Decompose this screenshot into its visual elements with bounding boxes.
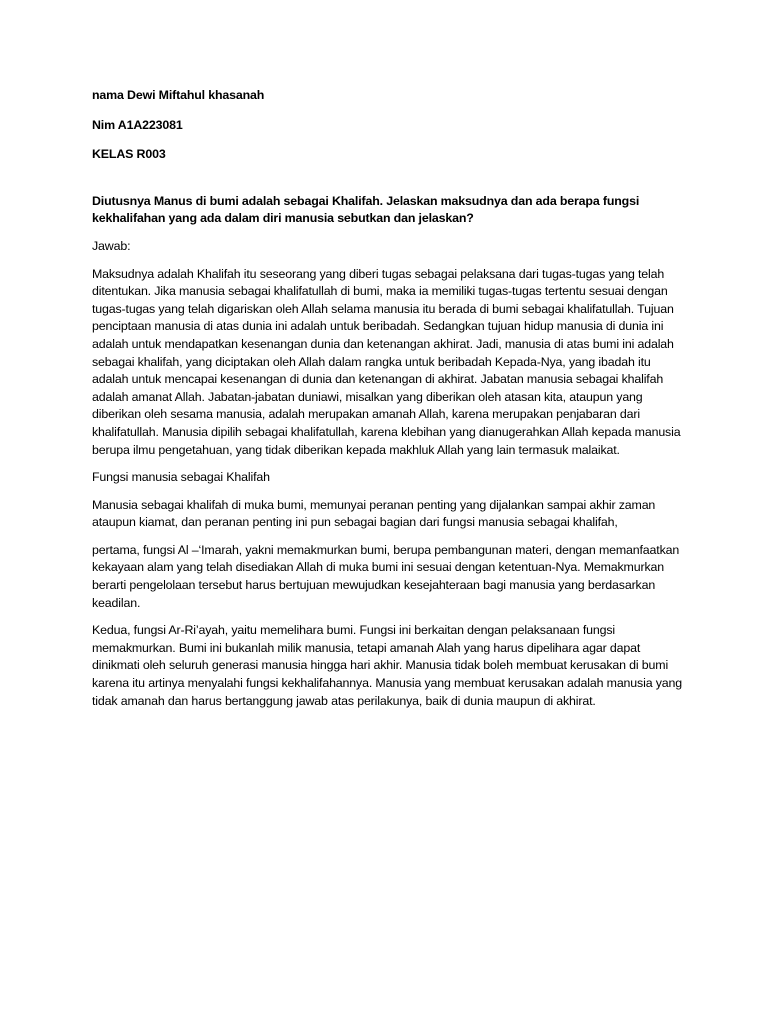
answer-paragraph-1: Maksudnya adalah Khalifah itu seseorang yang diberi tugas sebagai pelaksana dari tugas-tugas yang telah ditentukan. Jika manusia sebagai khalifatullah di bumi, maka ia memiliki tugas-tugas tertentu sesuai dengan tugas-tugas yang telah digariskan oleh Allah selama manusia itu berada di bumi sebagai khalifatullah. Tujuan penciptaan manusia di atas dunia ini adalah untuk beribadah. Sedangkan tujuan hidup manusia di dunia ini adalah untuk mendapatkan kesenangan dunia dan ketenangan akhirat. Jadi, manusia di atas bumi ini adalah sebagai khalifah, yang diciptakan oleh Allah dalam rangka untuk beribadah Kepada-Nya, yang ibadah itu adalah untuk mencapai kesenangan di dunia dan ketenangan di akhirat. Jabatan manusia sebagai khalifah adalah amanat Allah. Jabatan-jabatan duniawi, misalkan yang diberikan oleh atasan kita, ataupun yang diberikan oleh sesama manusia, adalah merupakan amanah Allah, karena merupakan penjabaran dari khalifatullah. Manusia dipilih sebagai khalifatullah, karena klebihan yang dianugerahkan Allah kepada manusia berupa ilmu pengetahuan, yang tidak diberikan kepada makhluk Allah yang lain termasuk malaikat. — [92, 266, 681, 457]
answer-label: Jawab: — [92, 238, 131, 253]
section-heading-fungsi: Fungsi manusia sebagai Khalifah — [92, 470, 270, 485]
document-body — [92, 87, 682, 710]
student-class: KELAS R003 — [92, 147, 166, 162]
answer-paragraph-3: pertama, fungsi Al –‘Imarah, yakni memakmurkan bumi, berupa pembangunan materi, dengan memanfaatkan kekayaan alam yang telah disediakan Allah di muka bumi ini sesuai dengan ketentuan-Nya. Memakmurkan berarti pengelolaan tersebut harus bertujuan mewujudkan kesejahteraan bagi manusia yang berdasarkan keadilan. — [92, 542, 680, 610]
answer-paragraph-2: Manusia sebagai khalifah di muka bumi, memunyai peranan penting yang dijalankan sampai akhir zaman ataupun kiamat, dan peranan penting ini pun sebagai bagian dari fungsi manusia sebagai khalifah, — [92, 497, 656, 530]
student-name: nama Dewi Miftahul khasanah — [92, 88, 265, 102]
student-nim: Nim A1A223081 — [92, 117, 183, 132]
question-text: Diutusnya Manus di bumi adalah sebagai Khalifah. Jelaskan maksudnya dan ada berapa fungsi kekhalifahan yang ada dalam diri manusia sebutkan dan jelaskan? — [92, 193, 640, 226]
answer-paragraph-4: Kedua, fungsi Ar-Ri’ayah, yaitu memelihara bumi. Fungsi ini berkaitan dengan pelaksanaan fungsi memakmurkan. Bumi ini bukanlah milik manusia, tetapi amanah Alah yang harus dipelihara agar dapat dinikmati oleh seluruh generasi manusia hingga hari akhir. Manusia tidak boleh membuat kerusakan di bumi karena itu artinya menyalahi fungsi kekhalifahannya. Manusia yang membuat kerusakan adalah manusia yang tidak amanah dan harus bertanggung jawab atas perilakunya, baik di dunia maupun di akhirat. — [92, 623, 682, 708]
